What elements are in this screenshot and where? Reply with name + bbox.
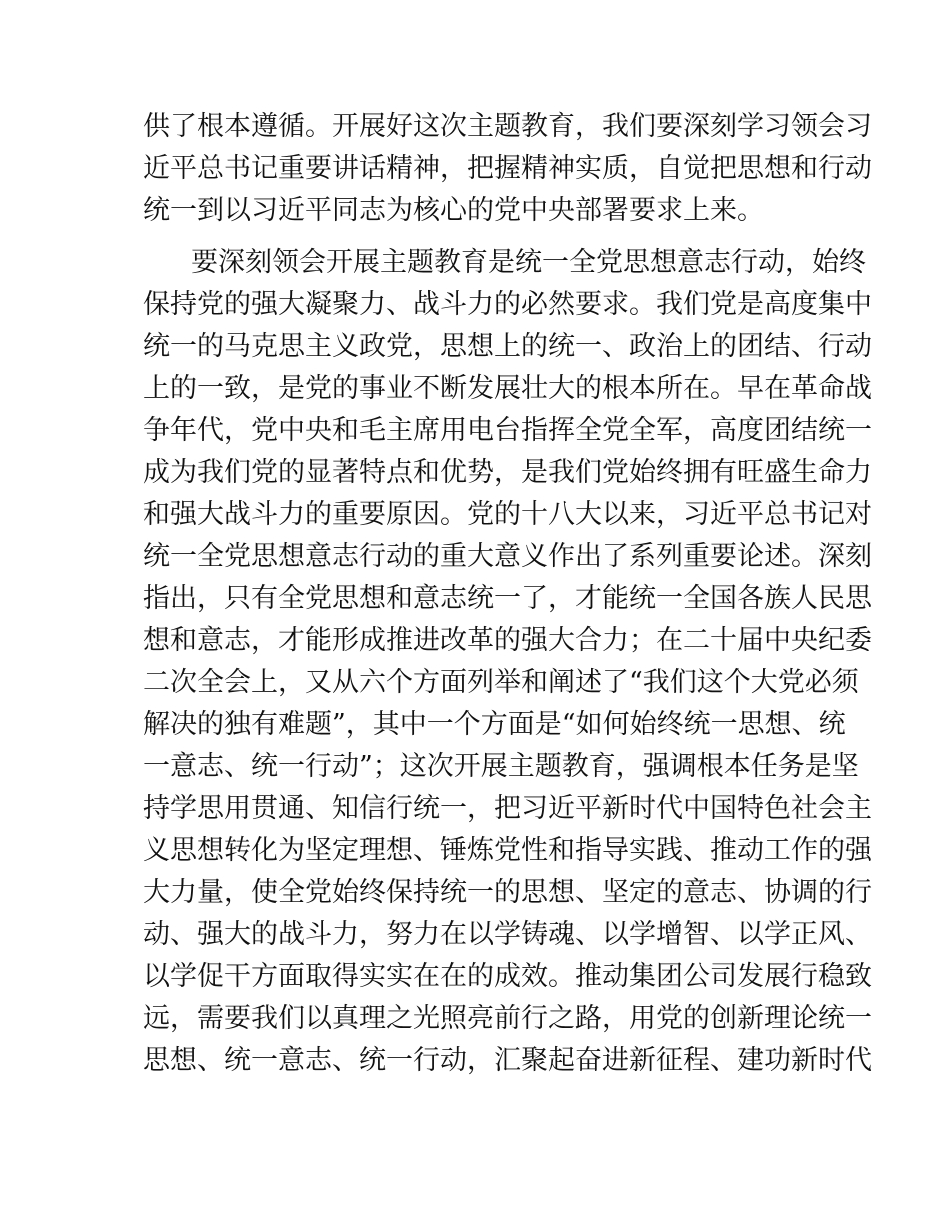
paragraph-2-line: 二次全会上，又从六个方面列举和阐述了“我们这个大党必须 bbox=[143, 667, 859, 698]
paragraph-1-line: 近平总书记重要讲话精神，把握精神实质，自觉把思想和行动 bbox=[143, 153, 872, 184]
paragraph-2-line: 思想、统一意志、统一行动，汇聚起奋进新征程、建功新时代 bbox=[143, 1045, 872, 1076]
paragraph-2-line: 持学思用贯通、知信行统一，把习近平新时代中国特色社会主 bbox=[143, 793, 872, 824]
paragraph-2-line: 统一全党思想意志行动的重大意义作出了系列重要论述。深刻 bbox=[143, 541, 872, 572]
paragraph-2-line: 和强大战斗力的重要原因。党的十八大以来，习近平总书记对 bbox=[143, 499, 872, 530]
paragraph-1-line: 供了根本遵循。开展好这次主题教育，我们要深刻学习领会习 bbox=[143, 111, 872, 142]
paragraph-2-line: 想和意志，才能形成推进改革的强大合力；在二十届中央纪委 bbox=[143, 625, 872, 656]
paragraph-2-line: 远，需要我们以真理之光照亮前行之路，用党的创新理论统一 bbox=[143, 1003, 872, 1034]
paragraph-2-line: 争年代，党中央和毛主席用电台指挥全党全军，高度团结统一 bbox=[143, 415, 872, 446]
paragraph-2-line: 一意志、统一行动”；这次开展主题教育，强调根本任务是坚 bbox=[143, 751, 859, 782]
paragraph-2-line: 成为我们党的显著特点和优势，是我们党始终拥有旺盛生命力 bbox=[143, 457, 872, 488]
paragraph-2-line: 上的一致，是党的事业不断发展壮大的根本所在。早在革命战 bbox=[143, 373, 872, 404]
paragraph-2-line: 以学促干方面取得实实在在的成效。推动集团公司发展行稳致 bbox=[143, 961, 872, 992]
paragraph-1-line: 统一到以习近平同志为核心的党中央部署要求上来。 bbox=[143, 195, 764, 226]
paragraph-2-line: 解决的独有难题”，其中一个方面是“如何始终统一思想、统 bbox=[143, 709, 846, 740]
paragraph-2-line: 要深刻领会开展主题教育是统一全党思想意志行动，始终 bbox=[191, 247, 866, 278]
paragraph-2-line: 动、强大的战斗力，努力在以学铸魂、以学增智、以学正风、 bbox=[143, 919, 872, 950]
paragraph-2-line: 统一的马克思主义政党，思想上的统一、政治上的团结、行动 bbox=[143, 331, 872, 362]
paragraph-2-line: 义思想转化为坚定理想、锤炼党性和指导实践、推动工作的强 bbox=[143, 835, 872, 866]
paragraph-2-line: 保持党的强大凝聚力、战斗力的必然要求。我们党是高度集中 bbox=[143, 289, 872, 320]
paragraph-2-line: 指出，只有全党思想和意志统一了，才能统一全国各族人民思 bbox=[143, 583, 872, 614]
paragraph-2-line: 大力量，使全党始终保持统一的思想、坚定的意志、协调的行 bbox=[143, 877, 872, 908]
